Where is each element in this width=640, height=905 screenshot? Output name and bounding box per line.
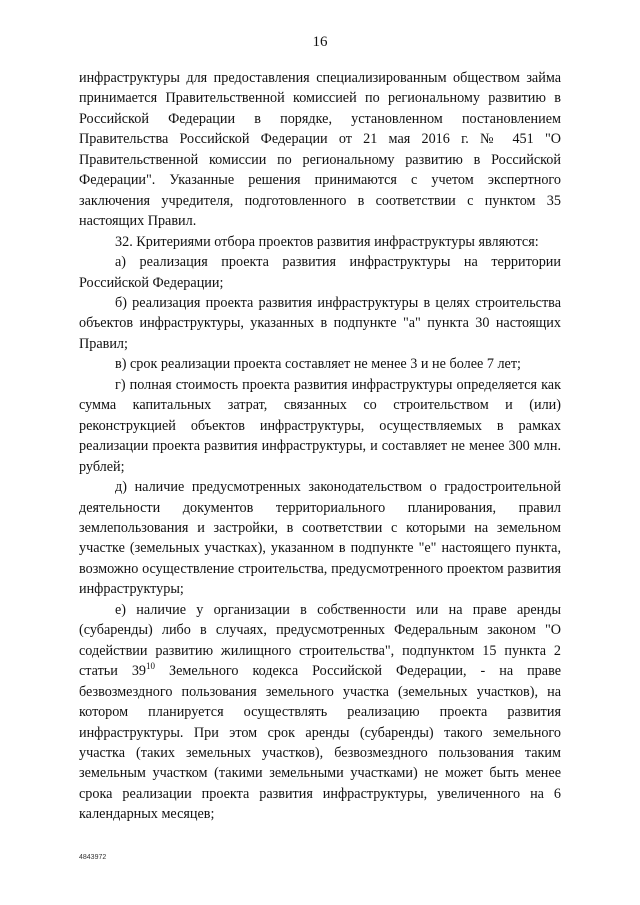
paragraph-subitem-b: б) реализация проекта развития инфраструктуры в целях строительства объектов инфраструктуры, указанных в подпункте "а" пункта 30 настоящих Правил; (79, 294, 561, 352)
paragraph-item-32: 32. Критериями отбора проектов развития инфраструктуры являются: (115, 233, 539, 250)
paragraph-subitem-e-part2: Земельного кодекса Российской Федерации, - на праве безвозмездного пользования земельного участка (земельных участков), на котором планируется осуществлять реализацию проекта развития инфраструктуры. При этом срок аренды (субаренды) такого земельного участка (таких земельных участков), безвозмездного пользования таким земельным участком (такими земельными участками) не может быть менее срока реализации проекта развития инфраструктуры, увеличенного на 6 календарных месяцев; (79, 663, 561, 823)
document-code: 4843972 (79, 854, 107, 861)
paragraph-subitem-e (79, 600, 561, 825)
paragraph-subitem-v: в) срок реализации проекта составляет не менее 3 и не более 7 лет; (115, 356, 521, 373)
paragraph-subitem-d: д) наличие предусмотренных законодательством о градостроительной деятельности документов территориального планирования, правил землепользования и застройки, в соответствии с которыми на земельном участке (земельных участках), указанном в подпункте "е" настоящего пункта, возможно осуществление строительства, предусмотренного проектом развития инфраструктуры; (79, 479, 561, 598)
document-body (79, 68, 561, 825)
paragraph-subitem-a: а) реализация проекта развития инфраструктуры на территории Российской Федерации; (79, 254, 561, 291)
paragraph-subitem-e-part1: е) наличие у организации в собственности или на праве аренды (субаренды) либо в случаях, предусмотренных Федеральным законом "О содействии развитию жилищного строительства", подпунктом 15 пункта 2 статьи 39 (79, 601, 561, 680)
paragraph-continuation: инфраструктуры для предоставления специализированным обществом займа принимается Правительственной комиссией по региональному развитию в Российской Федерации в порядке, установленном постановлением Правительства Российской Федерации от 21 мая 2016 г. № 451 "О Правительственной комиссии по региональному развитию в Российской Федерации". Указанные решения принимаются с учетом экспертного заключения учредителя, подготовленного в соответствии с пунктом 35 настоящих Правил. (79, 70, 561, 230)
paragraph-subitem-g: г) полная стоимость проекта развития инфраструктуры определяется как сумма капитальных затрат, связанных со строительством и (или) реконструкцией объектов инфраструктуры, осуществляемых в рамках реализации проекта развития инфраструктуры, и составляет не менее 300 млн. рублей; (79, 376, 561, 475)
page-number: 16 (312, 34, 328, 50)
superscript: 10 (146, 661, 156, 672)
